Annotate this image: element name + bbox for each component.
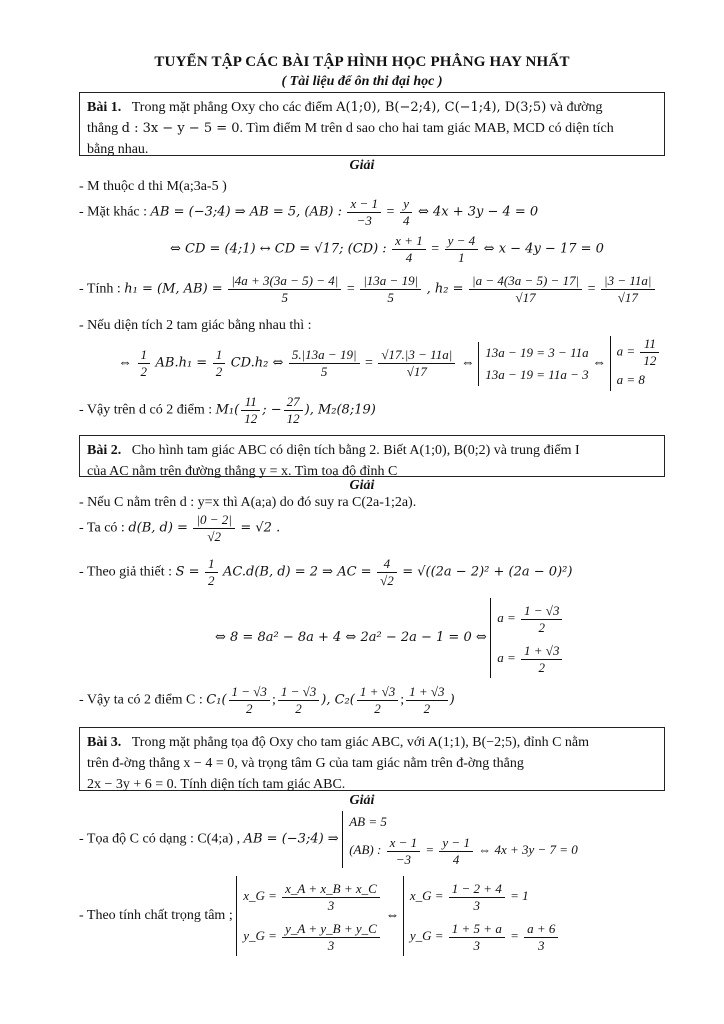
fraction [521,643,562,676]
solution-3-heading: Giải [349,793,375,808]
fraction-numerator: x − 1 [347,196,381,213]
equation-text: a = [616,343,636,359]
equation-text: ⇔ 4x + 3y − 4 = 0 [417,204,539,220]
fraction-denominator: −3 [395,851,411,867]
equation-text: , h₂ = [426,281,464,297]
solution-2-step-3 [79,556,572,589]
system-row: (AB) : $\frac{x - 1}{-3}$ = $\frac{y - 1}{4}$ ⇔ 4x + 3y − 7 = 0 [349,834,578,867]
equation-text: CD.h₂ ⇔ [230,355,284,371]
fraction-denominator: 3 [327,897,335,913]
fraction [601,273,654,306]
system-row: a = 8 [616,372,645,387]
fraction-numerator: |13a − 19| [360,273,421,290]
fraction-denominator: √2 [207,529,221,544]
solution-2-step-4 [215,598,564,678]
fraction [193,512,234,545]
fraction [205,556,218,589]
fraction-denominator: 4 [402,213,410,228]
system-row [497,598,564,638]
solution-1-heading: Giải [349,158,375,173]
fraction-numerator: 1 − √3 [278,684,319,701]
fraction-denominator: 3 [327,937,335,953]
fraction [449,921,505,954]
solution-1-step-1: - M thuộc d thi M(a;3a-5 ) [79,179,227,194]
fraction [392,233,426,266]
fraction-numerator: a + 6 [524,921,558,938]
fraction-numerator: |a − 4(3a − 5) − 17| [469,273,582,290]
system-row [410,876,561,916]
fraction [469,273,582,306]
fraction-numerator: 1 + 5 + a [449,921,505,938]
step-label: - Ta có : [79,520,125,536]
fraction-numerator: 1 + √3 [406,684,447,701]
equation-text: ⇔ 8 = 8a² − 8a + 4 ⇔ 2a² − 2a − 1 = 0 ⇔ [215,630,487,646]
equation-text: = 1 [510,888,529,903]
solution-1-step-3: ⇔ CD = (4;1) ↔ CD = √17; (CD) : $\frac{x + 1}{4}$ = $\frac{y - 4}{1}$ ⇔ x − 4y − 17 = 0 [170,233,604,265]
fraction-denominator: 4 [405,250,413,265]
step-label: - Theo giả thiết : [79,564,173,580]
fraction-denominator: 3 [473,897,481,913]
problem-3-text-3: 2x − 3y + 6 = 0. Tính diện tích tam giác ABC. [87,777,346,792]
fraction-denominator: 5 [281,290,288,305]
equation-text: ) [449,692,455,708]
equation-text: a = [497,650,516,665]
problem-1-points: A(1;0), B(−2;4), C(−1;4), D(3;5) [336,100,547,115]
fraction-numerator: |4a + 3(3a − 5) − 4| [228,273,341,290]
fraction-denominator: √17 [515,290,536,305]
solution-1-step-6: ⇔ $\frac{1}{2}$ AB.h₁ = $\frac{1}{2}$ CD.h₂ ⇔ $\frac{5.|13a - 19|}{5}$ = $\frac{√17.|3 - 11a|}{√17}$ ⇔ 13a − 19 = 3 − 11a 13a − 19 = 11a − 3 ⇔ a = $\frac{11}{12}$ a = 8 [118,336,661,391]
equation-text: = [510,928,519,943]
equation-text: x_G = [409,888,444,903]
equation-text: ⇔ [118,355,132,371]
fraction-numerator: 1 − 2 + 4 [449,881,505,898]
problem-2-box [79,435,665,477]
fraction-numerator: 27 [284,394,303,411]
fraction-denominator: 5 [320,364,328,379]
equation-text: AB = (−3;4) ⇒ AB = 5, (AB) : [150,204,342,220]
fraction [524,921,558,954]
problem-2-label: Bài 2. [87,443,122,458]
fraction [229,684,270,717]
fraction [400,196,413,229]
problem-1-label: Bài 1. [87,100,122,115]
problem-1-text-2: và đường [549,100,603,115]
fraction [282,921,380,954]
fraction [406,684,447,717]
fraction-numerator: x + 1 [392,233,426,250]
fraction-denominator: 2 [140,364,147,379]
equation-system [403,876,561,956]
fraction-denominator: 2 [295,701,302,716]
fraction-numerator: y_A + y_B + y_C [282,921,380,938]
system-row: 13a − 19 = 3 − 11a [485,344,589,360]
fraction-numerator: 11 [640,336,659,353]
fraction [241,394,260,427]
equation-text: S = [175,564,200,580]
problem-3-box [79,727,665,791]
step-label: - Mặt khác : [79,204,148,220]
system-row [243,916,382,956]
equation-text: AB = (−3;4) ⇒ [243,831,339,847]
solution-1-step-2: - Mặt khác : AB = (−3;4) ⇒ AB = 5, (AB) : $\frac{x - 1}{-3}$ = $\frac{y}{4}$ ⇔ 4x + 3y − 4 = 0 [79,196,539,228]
problem-1-text-5: bằng nhau. [87,142,149,157]
equation-text: y_G = [409,928,444,943]
fraction-numerator: 1 [138,347,151,364]
equation-text: ⇔ CD = (4;1) ↔ CD = √17; (CD) : [170,241,387,257]
equation-text: d(B, d) = [128,520,188,536]
system-row [497,638,564,678]
fraction [521,603,562,636]
fraction [449,881,505,914]
fraction-numerator: 11 [241,394,260,411]
fraction-numerator: 1 [205,556,218,573]
fraction [213,347,226,380]
fraction-denominator: 5 [387,290,394,305]
fraction-numerator: y − 4 [445,233,479,250]
step-label: - Tính : [79,281,121,297]
problem-3-text: Trong mặt phẳng tọa độ Oxy cho tam giác ABC, với A(1;1), B(−2;5), đỉnh C nằm [131,735,590,750]
equation-text: (AB) : [349,842,382,857]
fraction-denominator: √2 [380,573,394,588]
fraction [278,684,319,717]
fraction [439,835,473,868]
fraction-numerator: 4 [377,556,397,573]
solution-1-step-5: - Nếu diện tích 2 tam giác bằng nhau thì : [79,318,312,333]
fraction-denominator: 2 [423,701,431,716]
fraction-numerator: y [400,196,413,213]
system-row: AB = 5 [349,814,387,829]
fraction-denominator: √17 [617,290,638,305]
problem-1-text-4: . Tìm điểm M trên d sao cho hai tam giác MAB, MCD có diện tích [239,121,614,136]
problem-1-box [79,92,665,156]
problem-2-text: Cho hình tam giác ABC có diện tích bằng 2. Biết A(1;0), B(0;2) và trung điểm I [131,443,580,458]
fraction-denominator: 2 [538,619,545,635]
document-title: TUYỂN TẬP CÁC BÀI TẬP HÌNH HỌC PHẲNG HAY NHẤT [154,54,570,70]
equation-text: = √2 . [240,520,281,536]
fraction-numerator: 1 − √3 [229,684,270,701]
problem-2-text-2: của AC nằm trên đường thẳng y = x. Tìm toạ độ đỉnh C [87,464,398,479]
fraction-numerator: √17.|3 − 11a| [378,347,455,364]
equation-text: h₁ = (M, AB) = [124,281,223,297]
fraction-denominator: 3 [538,937,545,953]
step-label: - Tọa độ C có dạng : C(4;a) , [79,831,241,847]
problem-1-line-d: d : 3x − y − 5 = 0 [121,121,240,136]
system-row [410,916,561,956]
equation-text: ), M₂(8;19) [304,402,376,418]
fraction-denominator: 3 [473,937,481,953]
fraction-denominator: 12 [643,353,657,368]
solution-2-heading: Giải [349,478,375,493]
fraction [387,835,421,868]
problem-3-label: Bài 3. [87,735,122,750]
fraction-denominator: 12 [244,411,258,426]
equation-system [236,876,382,956]
fraction-denominator: 1 [458,250,465,265]
fraction-numerator: 5.|13a − 19| [289,347,360,364]
equation-text: ⇔ [385,908,400,924]
equation-text: = √((2a − 2)² + (2a − 0)²) [402,564,573,580]
fraction-numerator: |3 − 11a| [601,273,654,290]
step-label: - Vậy ta có 2 điểm C : [79,692,203,708]
fraction-denominator: 2 [208,573,215,588]
fraction-denominator: 4 [452,851,460,867]
system-row: 13a − 19 = 11a − 3 [485,366,589,382]
equation-text: y_G = [243,928,277,943]
fraction [360,273,421,306]
system-row [243,876,382,916]
fraction-denominator: 2 [245,701,253,716]
step-label: - Vậy trên d có 2 điểm : [79,402,213,418]
problem-3-text-2: trên đ-ờng thẳng x − 4 = 0, và trọng tâm G của tam giác nằm trên đ-ờng thẳng [87,756,524,771]
fraction-denominator: √17 [406,364,427,379]
fraction-denominator: 2 [538,659,545,675]
equation-text: M₁( [215,402,240,418]
fraction [377,556,397,589]
equation-text: AC.d(B, d) = 2 ⇒ AC = [223,564,372,580]
equation-text: ⇔ x − 4y − 17 = 0 [483,241,604,257]
solution-1-step-7 [79,394,376,427]
fraction-numerator: 1 − √3 [521,603,562,620]
fraction [228,273,341,306]
solution-2-step-2 [79,512,280,545]
solution-1-step-4: - Tính : h₁ = (M, AB) = $\frac{|4a + 3(3a - 5) - 4|}{5}$ = $\frac{|13a - 19|}{5}$ , h₂ = $\frac{|a - 4(3a - 5) - 17|}{√17}$ = $\frac{|3 - 11a|}{√17}$ [79,273,657,306]
fraction-denominator: 2 [215,364,223,379]
fraction-numerator: |0 − 2| [193,512,234,529]
equation-system [478,342,588,386]
equation-text: ⇔ 4x + 3y − 7 = 0 [478,842,578,857]
equation-text: ; − [262,402,282,418]
solution-3-step-2 [79,876,560,956]
fraction-denominator: 2 [374,701,381,716]
problem-1-text-3: thẳng [87,121,119,136]
equation-text: ), C₂( [321,692,355,708]
fraction-numerator: 1 [213,347,226,364]
problem-1-text: Trong mặt phẳng Oxy cho các điểm [131,100,333,115]
fraction [640,336,659,369]
equation-text: C₁( [206,692,227,708]
fraction [378,347,455,380]
equation-text: AB.h₁ = [155,355,208,371]
document-subtitle: ( Tài liệu để ôn thi đại học ) [281,74,443,89]
fraction [284,394,303,427]
fraction-numerator: x − 1 [387,835,421,852]
fraction [138,347,151,380]
fraction-numerator: 1 + √3 [521,643,562,660]
fraction-denominator: −3 [356,213,372,228]
fraction [347,196,381,229]
solution-3-step-1 [79,811,578,868]
step-label: - Theo tính chất trọng tâm ; [79,908,233,924]
equation-text: x_G = [243,888,277,903]
equation-system [342,811,578,868]
system-row [617,336,662,369]
fraction [289,347,360,380]
fraction [282,881,380,914]
fraction-numerator: 1 + √3 [357,684,398,701]
fraction-numerator: x_A + x_B + x_C [282,881,380,898]
equation-text: a = [497,610,516,625]
fraction-numerator: y − 1 [439,835,473,852]
solution-system [610,336,662,391]
fraction [445,233,479,266]
solution-2-step-1: - Nếu C nằm trên d : y=x thì A(a;a) do đó suy ra C(2a-1;2a). [79,495,417,510]
fraction [357,684,398,717]
fraction-denominator: 12 [286,411,300,426]
solution-2-step-5: - Vậy ta có 2 điểm C : C₁( $\frac{1 - √3}{2}$ ; $\frac{1 - √3}{2}$ ), C₂( $\frac{1 + √3}{2}$ ; $\frac{1 + √3}{2}$ ) [79,684,455,716]
solution-system [490,598,564,678]
